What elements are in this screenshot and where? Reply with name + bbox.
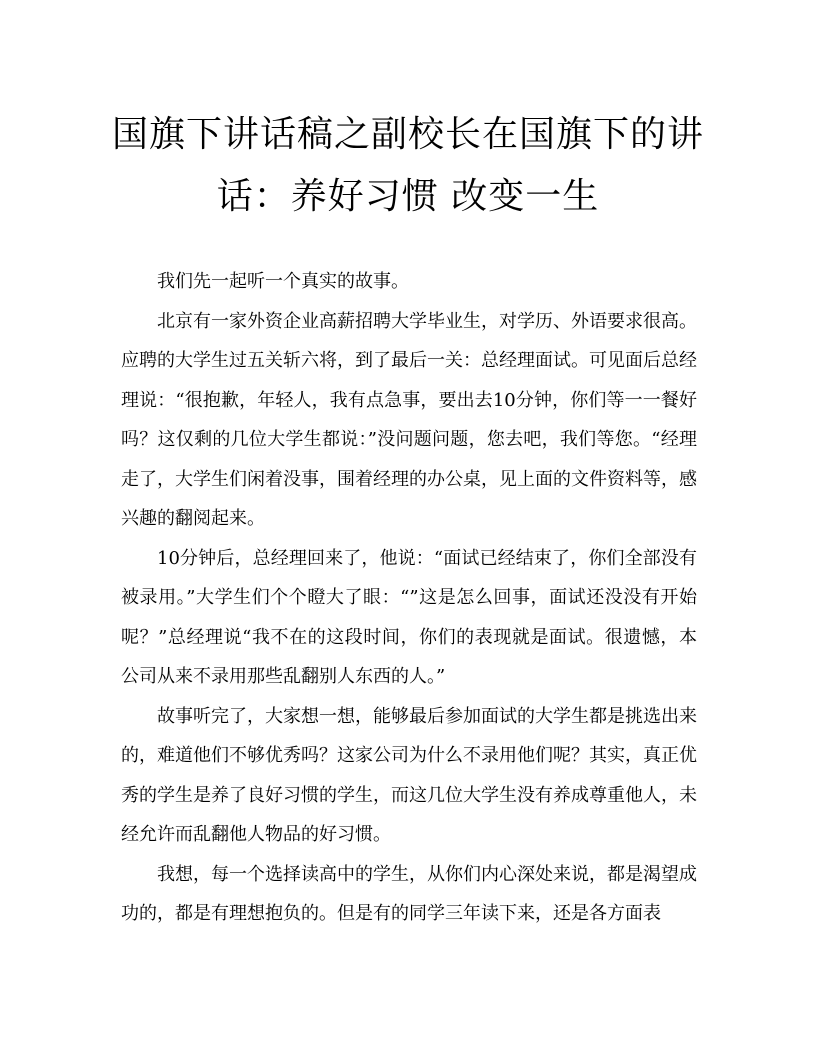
paragraph-4: 故事听完了，大家想一想，能够最后参加面试的大学生都是挑选出来的，难道他们不够优秀吗？这家公司为什么不录用他们呢？其实，真正优秀的学生是养了良好习惯的学生，而这几位大学生没有养成尊重他人，未经允许而乱翻他人物品的好习惯。 <box>121 705 697 845</box>
paragraph-2: 北京有一家外资企业高薪招聘大学毕业生，对学历、外语要求很高。应聘的大学生过五关斩六将，到了最后一关：总经理面试。可见面后总经理说：“很抱歉，年轻人，我有点急事，要出去10分钟，你们等一一餐好吗？这仅剩的几位大学生都说：”没问题问题，您去吧，我们等您。“经理走了，大学生们闲着没事，围着经理的办公桌，见上面的文件资料等，感兴趣的翻阅起来。 <box>121 310 697 529</box>
paragraph-1: 我们先一起听一个真实的故事。 <box>157 271 409 292</box>
paragraph-5: 我想，每一个选择读高中的学生，从你们内心深处来说，都是渴望成功的，都是有理想抱负的。但是有的同学三年读下来，还是各方面表 <box>121 863 697 924</box>
document-title <box>110 104 706 228</box>
title-line-2: 话：养好习惯 改变一生 <box>216 176 600 217</box>
paragraph-3: 10分钟后，总经理回来了，他说：“面试已经结束了，你们全部没有被录用。”大学生们个个瞪大了眼：“”这是怎么回事，面试还没没有开始呢？”总经理说“我不在的这段时间，你们的表现就是面试。很遗憾，本公司从来不录用那些乱翻别人东西的人。” <box>121 547 697 687</box>
document-body <box>121 262 697 934</box>
title-line-1: 国旗下讲话稿之副校长在国旗下的讲 <box>111 114 704 155</box>
